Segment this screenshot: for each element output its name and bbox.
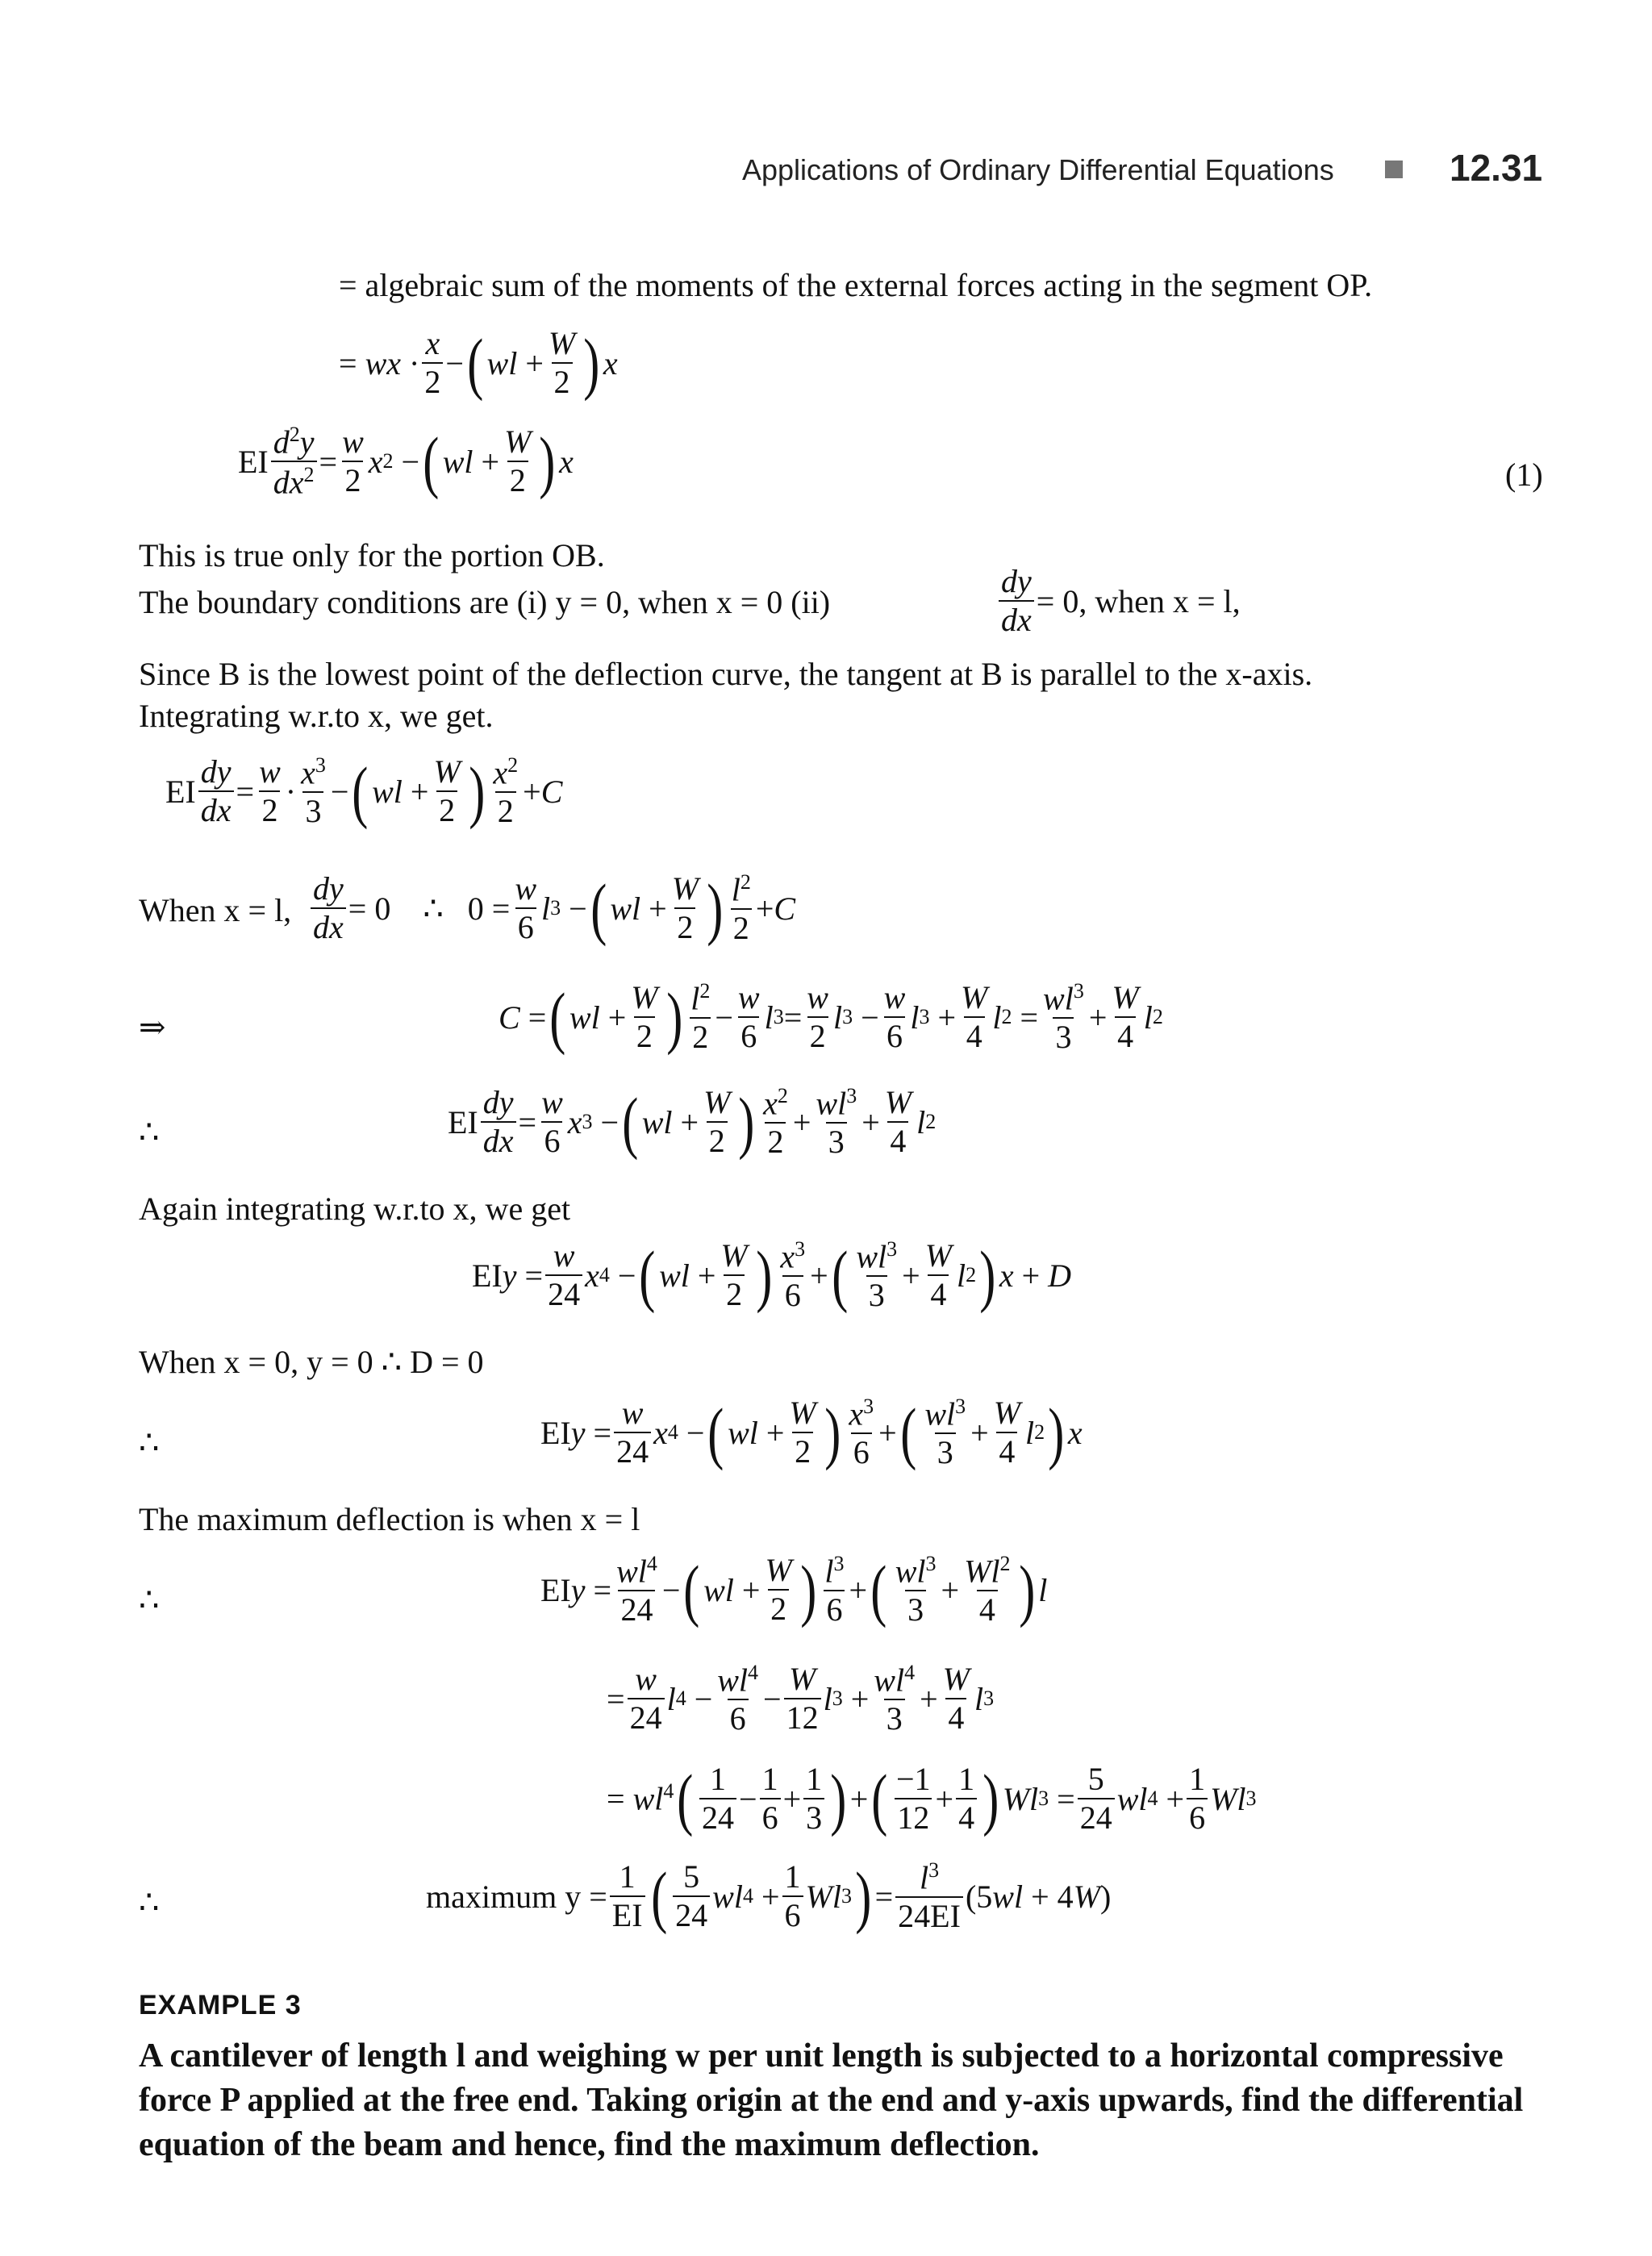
boundary-dydx: $\frac{dy}{dx}$ = 0, when x = l, [996, 565, 1241, 637]
boundary-conditions: The boundary conditions are (i) y = 0, when x = 0 (ii) [139, 584, 831, 620]
max-deflection-sentence: The maximum deflection is when x = l [139, 1501, 640, 1537]
therefore-symbol-3: ∴ [139, 1582, 160, 1618]
again-integrating-sentence: Again integrating w.r.to x, we get [139, 1191, 571, 1227]
differential-equation-1: EI $\frac{d^2y}{dx^2}$ = $\frac{w}{2}$ x 2 − ( wl + $\frac{W}{2}$ ) x [238, 423, 574, 501]
example-text-line-2: force P applied at the free end. Taking origin at the end and y-axis upwards, find the differential [139, 2082, 1524, 2119]
therefore-symbol-1: ∴ [139, 1114, 160, 1150]
maximum-y-label: maximum y = [426, 1878, 607, 1915]
when-x-equals-0: When x = 0, y = 0 ∴ D = 0 [139, 1344, 484, 1380]
implies-symbol: ⇒ [139, 1009, 166, 1045]
portion-sentence: This is true only for the portion OB. [139, 537, 605, 573]
example-text-line-3: equation of the beam and hence, find the maximum deflection. [139, 2126, 1040, 2163]
therefore-symbol-4: ∴ [139, 1884, 160, 1920]
deflection-at-l: EIy = $\frac{wl^4}{24}$ − ( wl + $\frac{W}{2}$ ) $\frac{l^3}{6}$ + ( $\frac{wl^3}{3}$ + $\frac{Wl^2}{4}$ ) l [540, 1551, 1048, 1629]
boundary-tail: = 0, when x = l, [1036, 582, 1241, 619]
deflection-simplified: = $wl^4$ ( $\frac{1}{24}$ − $\frac{1}{6}$ + $\frac{1}{3}$ ) + ( $\frac{-1}{12}$ + $\frac{1}{4}$ ) Wl 3 = $\frac{5}{24}$ wl 4 + $\frac{1}{6}$ Wl 3 [607, 1760, 1257, 1837]
lowest-point-sentence: Since B is the lowest point of the deflection curve, the tangent at B is parallel to the x-axis. [139, 656, 1313, 692]
deflection-general: EIy = $\frac{w}{24}$ x 4 − ( wl + $\frac{W}{2}$ ) $\frac{x^3}{6}$ + ( $\frac{wl^3}{3}$ + $\frac{W}{4}$ l 2 ) x + D [472, 1236, 1072, 1315]
condition-substitution: $\frac{dy}{dx}$ = 0 ∴ 0 = $\frac{w}{6}$ l 3 − ( wl + $\frac{W}{2}$ ) $\frac{l^2}{2}$ +C [308, 871, 795, 945]
moments-sentence: = algebraic sum of the moments of the external forces acting in the segment OP. [339, 267, 1373, 303]
first-integral: EI $\frac{dy}{dx}$ = $\frac{w}{2}$ · $\frac{x^3}{3}$ − ( wl + $\frac{W}{2}$ ) $\frac{x^2}{2}$ +C [165, 753, 563, 831]
example-text-line-1: A cantilever of length l and weighing w per unit length is subjected to a horizontal compressive [139, 2037, 1504, 2075]
slope-equation: EI $\frac{dy}{dx}$ = $\frac{w}{6}$ x 3 − ( wl + $\frac{W}{2}$ ) $\frac{x^2}{2}$ + $\frac{wl^3}{3}$ + $\frac{W}{4}$ l 2 [448, 1083, 937, 1161]
running-header-title: Applications of Ordinary Differential Equations [742, 153, 1334, 186]
equation-number: (1) [1505, 457, 1543, 493]
deflection-equation: EIy = $\frac{w}{24}$ x 4 − ( wl + $\frac{W}{2}$ ) $\frac{x^3}{6}$ + ( $\frac{wl^3}{3}$ + $\frac{W}{4}$ l 2 ) x [540, 1394, 1083, 1472]
deflection-expanded: = $\frac{w}{24}$ l 4 − $\frac{wl^4}{6}$ − $\frac{W}{12}$ l 3 + $\frac{wl^4}{3}$ + $\frac{W}{4}$ l 3 [607, 1661, 995, 1737]
header-square-icon [1385, 161, 1403, 178]
maximum-deflection: maximum y = $\frac{1}{EI}$ ( $\frac{5}{24}$ wl 4 + $\frac{1}{6}$ Wl 3 ) = $\frac{l^3}{24EI}$ (5wl + 4W) [426, 1858, 1112, 1936]
integrating-sentence: Integrating w.r.to x, we get. [139, 698, 494, 734]
therefore-symbol-2: ∴ [139, 1424, 160, 1461]
moment-expression: = wx · $\frac{x}{2}$ − ( wl + $\frac{W}{2}$ ) x [339, 324, 618, 402]
constant-c: C = ( wl + $\frac{W}{2}$ ) $\frac{l^2}{2}$ − $\frac{w}{6}$ l 3 = $\frac{w}{2}$ l 3 − $\frac{w}{6}$ l 3 + $\frac{W}{4}$ l 2 = $\frac{wl^3}{3}$ + $\frac{W}{4}$ l 2 [499, 978, 1163, 1057]
when-x-equals-l: When x = l, [139, 892, 292, 928]
example-label: EXAMPLE 3 [139, 1990, 302, 2020]
page-number: 12.31 [1450, 147, 1543, 189]
